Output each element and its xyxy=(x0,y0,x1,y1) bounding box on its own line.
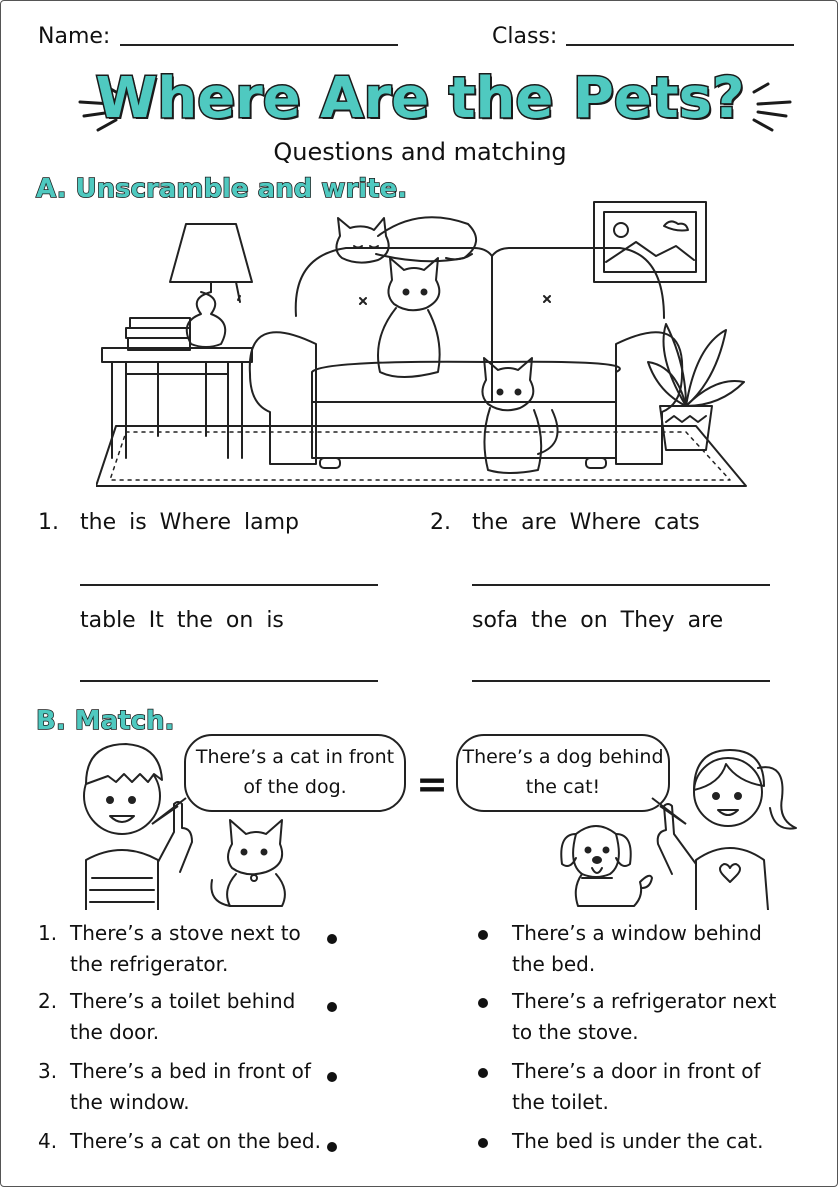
bubble-left-tail xyxy=(150,796,190,826)
match-right-dot[interactable] xyxy=(478,1138,488,1148)
class-field[interactable] xyxy=(566,44,794,46)
bubble-right-line2: the cat! xyxy=(525,776,601,798)
match-left-number: 4. xyxy=(38,1129,58,1153)
match-right-dot[interactable] xyxy=(478,930,488,940)
match-right-line1: There’s a window behind xyxy=(512,921,762,945)
match-left-line2: the window. xyxy=(70,1090,190,1114)
bubble-left-line1: There’s a cat in front xyxy=(195,746,395,768)
bubble-right-line1: There’s a dog behind xyxy=(462,746,664,768)
q1-answer-line2[interactable] xyxy=(80,680,378,682)
dog-illustration xyxy=(556,818,660,908)
match-right-item xyxy=(512,918,762,980)
match-left-line1: There’s a bed in front of xyxy=(70,1059,311,1083)
match-left-line2: the refrigerator. xyxy=(70,952,229,976)
match-right-dot[interactable] xyxy=(478,998,488,1008)
section-a-heading: A. Unscramble and write. xyxy=(36,174,408,204)
q2-number: 2. xyxy=(430,510,451,535)
q2-scrambled-line2: sofa the on They are xyxy=(472,608,724,633)
match-right-dot[interactable] xyxy=(478,1068,488,1078)
match-right-item xyxy=(512,986,776,1048)
match-right-item xyxy=(512,1056,761,1118)
page-subtitle: Questions and matching xyxy=(273,138,567,166)
match-right-line1: The bed is under the cat. xyxy=(512,1129,764,1153)
name-label: Name: xyxy=(38,24,111,49)
q1-answer-line1[interactable] xyxy=(80,584,378,586)
page-title: Where Are the Pets? xyxy=(95,66,745,131)
speech-bubble-left xyxy=(184,734,406,812)
match-right-item xyxy=(512,1126,764,1157)
match-right-line2: the toilet. xyxy=(512,1090,609,1114)
cat-illustration xyxy=(206,816,296,908)
match-left-dot[interactable] xyxy=(327,1002,337,1012)
burst-right-icon xyxy=(748,78,798,138)
q1-number: 1. xyxy=(38,510,59,535)
q1-scrambled-line1: the is Where lamp xyxy=(80,510,299,535)
match-right-line1: There’s a door in front of xyxy=(512,1059,761,1083)
match-left-item xyxy=(70,918,301,980)
match-left-line2: the door. xyxy=(70,1020,160,1044)
living-room-illustration xyxy=(96,196,756,496)
match-left-dot[interactable] xyxy=(327,1142,337,1152)
q2-scrambled-line1: the are Where cats xyxy=(472,510,700,535)
q2-answer-line1[interactable] xyxy=(472,584,770,586)
match-left-line1: There’s a stove next to xyxy=(70,921,301,945)
name-field[interactable] xyxy=(120,44,398,46)
bubble-left-line2: of the dog. xyxy=(243,776,347,798)
match-left-line1: There’s a toilet behind xyxy=(70,989,296,1013)
speech-bubble-right xyxy=(456,734,670,812)
equals-sign: = xyxy=(416,762,448,806)
match-left-number: 2. xyxy=(38,989,58,1013)
match-right-line1: There’s a refrigerator next xyxy=(512,989,777,1013)
class-label: Class: xyxy=(492,24,558,49)
match-left-item xyxy=(70,1056,311,1118)
match-right-line2: to the stove. xyxy=(512,1020,639,1044)
match-left-number: 1. xyxy=(38,921,58,945)
match-left-dot[interactable] xyxy=(327,1072,337,1082)
match-left-dot[interactable] xyxy=(327,934,337,944)
match-left-number: 3. xyxy=(38,1059,58,1083)
match-left-item xyxy=(70,986,295,1048)
match-right-line2: the bed. xyxy=(512,952,596,976)
section-b-heading: B. Match. xyxy=(36,706,175,736)
q2-answer-line2[interactable] xyxy=(472,680,770,682)
match-left-line1: There’s a cat on the bed. xyxy=(70,1129,321,1153)
q1-scrambled-line2: table It the on is xyxy=(80,608,284,633)
match-left-item xyxy=(70,1126,321,1157)
girl-illustration xyxy=(650,740,800,910)
